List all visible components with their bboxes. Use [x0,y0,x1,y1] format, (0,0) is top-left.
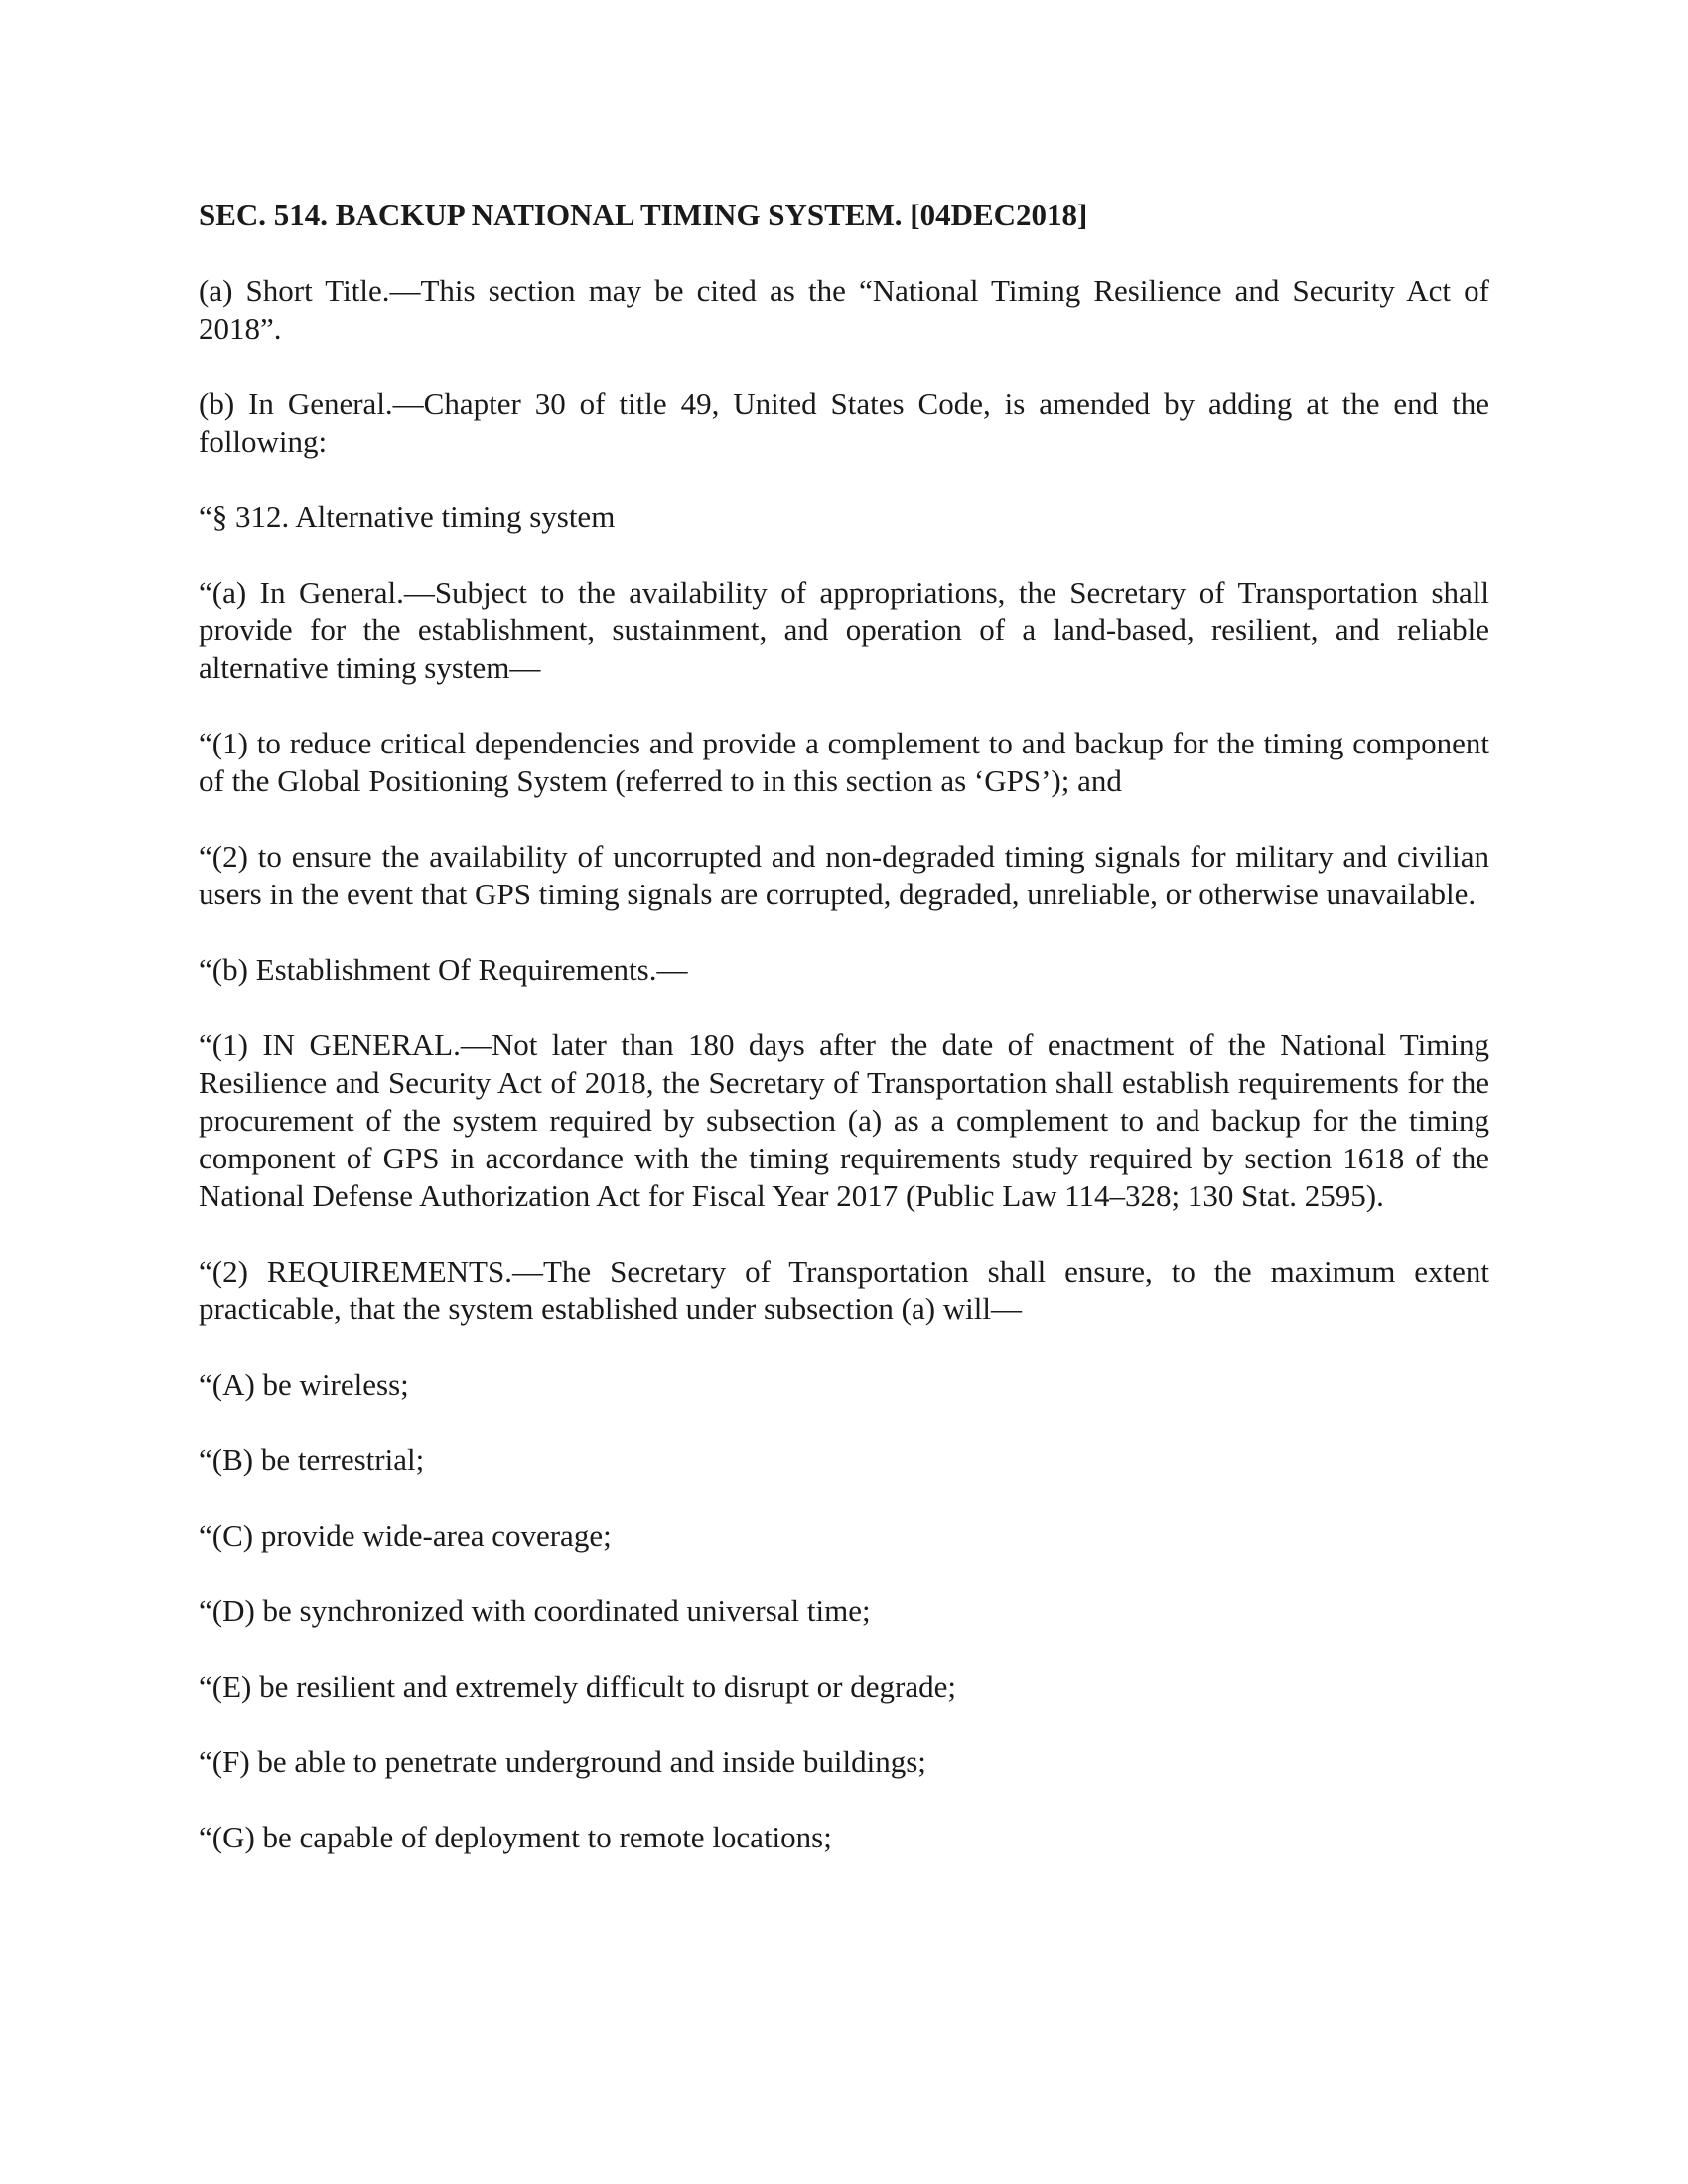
paragraph-312-a-1: “(1) to reduce critical dependencies and provide a complement to and backup for the timing component of the Global Positioning System (referred to in this section as ‘GPS’); and [199,726,1489,798]
paragraph-short-title: (a) Short Title.—This section may be cited as the “National Timing Resilience and Security Act of 2018”. [199,273,1489,345]
list-item-g: “(G) be capable of deployment to remote locations; [199,1820,832,1854]
list-item-c: “(C) provide wide-area coverage; [199,1518,612,1553]
document-body [199,197,1489,1894]
paragraph-312-a-2: “(2) to ensure the availability of uncorrupted and non-degraded timing signals for military and civilian users in the event that GPS timing signals are corrupted, degraded, unreliable, or otherwise unavailable. [199,839,1489,911]
list-item-d: “(D) be synchronized with coordinated universal time; [199,1593,871,1628]
paragraph-312-a-in-general: “(a) In General.—Subject to the availability of appropriations, the Secretary of Transportation shall provide for the establishment, sustainment, and operation of a land-based, resilient, and reliable alternative timing system— [199,575,1489,685]
paragraph-in-general: (b) In General.—Chapter 30 of title 49, United States Code, is amended by adding at the end the following: [199,386,1489,459]
list-item-a: “(A) be wireless; [199,1367,409,1402]
paragraph-312-b-2: “(2) REQUIREMENTS.—The Secretary of Transportation shall ensure, to the maximum extent practicable, that the system established under subsection (a) will— [199,1254,1489,1326]
list-item-b: “(B) be terrestrial; [199,1442,425,1477]
section-heading: SEC. 514. BACKUP NATIONAL TIMING SYSTEM. [04DEC2018] [199,198,1088,232]
list-item-e: “(E) be resilient and extremely difficult to disrupt or degrade; [199,1669,956,1704]
paragraph-312-b-heading: “(b) Establishment Of Requirements.— [199,952,688,987]
paragraph-312-b-1: “(1) IN GENERAL.—Not later than 180 days after the date of enactment of the National Timing Resilience and Security Act of 2018, the Secretary of Transportation shall establish requirements for the procurement of the system required by subsection (a) as a complement to and backup for the timing component of GPS in accordance with the timing requirements study required by section 1618 of the National Defense Authorization Act for Fiscal Year 2017 (Public Law 114–328; 130 Stat. 2595). [199,1027,1489,1213]
list-item-f: “(F) be able to penetrate underground and inside buildings; [199,1744,926,1779]
paragraph-section-312-title: “§ 312. Alternative timing system [199,499,616,534]
